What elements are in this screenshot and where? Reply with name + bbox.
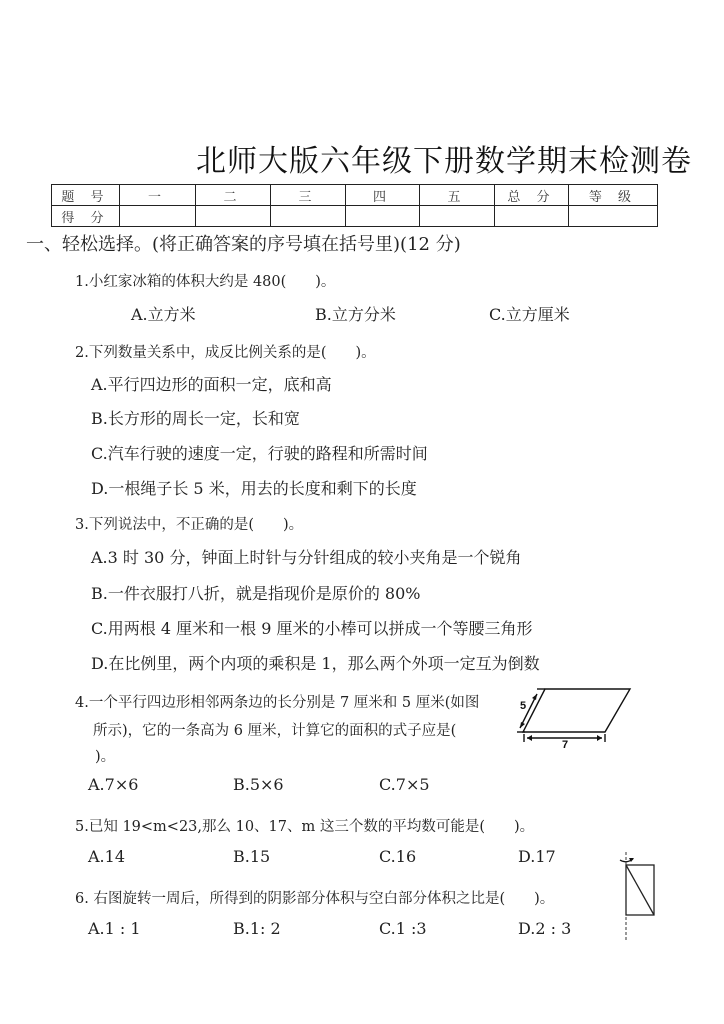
question-2-stem: 2.下列数量关系中，成反比例关系的是( )。 [75,345,376,361]
question-5-option-b[interactable]: B.15 [233,847,271,866]
question-1-option-c[interactable]: C.立方厘米 [489,305,570,324]
question-4-stem-line-2: 所示)，它的一条高为 6 厘米，计算它的面积的式子应是( [93,723,457,739]
header-cell-5: 五 [420,185,495,206]
score-row-label: 得 分 [52,206,120,227]
question-5-option-d[interactable]: D.17 [518,847,556,866]
page-title: 北师大版六年级下册数学期末检测卷 [196,144,692,179]
question-5-option-c[interactable]: C.16 [379,847,417,866]
score-table-score-row [52,206,658,227]
question-6-option-c[interactable]: C.1 :3 [379,919,427,938]
side-label: 5 [520,700,527,712]
score-cell-total[interactable] [495,206,569,227]
question-1-stem: 1.小红家冰箱的体积大约是 480( )。 [75,274,336,290]
question-4-stem-line-1: 4.一个平行四边形相邻两条边的长分别是 7 厘米和 5 厘米(如图 [75,695,480,711]
score-cell-5[interactable] [420,206,495,227]
question-1-option-b[interactable]: B.立方分米 [315,305,396,324]
question-3-option-d[interactable]: D.在比例里，两个内项的乘积是 1，那么两个外项一定互为倒数 [91,654,540,673]
header-cell-3: 三 [271,185,346,206]
score-cell-grade[interactable] [569,206,658,227]
score-table-header-row [52,185,658,206]
question-2-option-a[interactable]: A.平行四边形的面积一定，底和高 [91,375,332,394]
score-cell-2[interactable] [196,206,271,227]
score-cell-1[interactable] [120,206,196,227]
question-3-stem: 3.下列说法中，不正确的是( )。 [75,517,304,533]
question-3-option-a[interactable]: A.3 时 30 分，钟面上时针与分针组成的较小夹角是一个锐角 [91,548,522,567]
rectangle-with-diagonal [626,865,654,915]
score-cell-3[interactable] [271,206,346,227]
rotation-figure [615,850,665,945]
dimension-arrowheads [520,694,602,741]
question-4-option-b[interactable]: B.5×6 [233,775,284,794]
header-cell-grade: 等 级 [569,185,658,206]
parallelogram-figure [515,685,640,751]
header-cell-2: 二 [196,185,271,206]
question-5-option-a[interactable]: A.14 [88,847,125,866]
question-3-option-b[interactable]: B.一件衣服打八折，就是指现价是原价的 80% [91,584,421,603]
question-6-option-b[interactable]: B.1: 2 [233,919,281,938]
header-cell-question-no: 题 号 [52,185,120,206]
header-cell-total: 总 分 [495,185,569,206]
header-cell-1: 一 [120,185,196,206]
question-2-option-c[interactable]: C.汽车行驶的速度一定，行驶的路程和所需时间 [91,444,428,463]
question-4-option-a[interactable]: A.7×6 [88,775,139,794]
question-2-option-d[interactable]: D.一根绳子长 5 米，用去的长度和剩下的长度 [91,479,417,498]
score-table [51,184,658,227]
score-cell-4[interactable] [346,206,420,227]
question-1-option-a[interactable]: A.立方米 [131,305,196,324]
question-6-option-d[interactable]: D.2 : 3 [518,919,572,938]
base-label: 7 [562,739,569,751]
question-2-option-b[interactable]: B.长方形的周长一定，长和宽 [91,409,300,428]
question-5-stem: 5.已知 19<m<23,那么 10、17、m 这三个数的平均数可能是( )。 [75,819,535,835]
question-6-stem: 6. 右图旋转一周后，所得到的阴影部分体积与空白部分体积之比是( )。 [75,891,555,907]
section-heading: 一、轻松选择。(将正确答案的序号填在括号里)(12 分) [26,234,461,255]
question-4-stem-line-3: )。 [95,749,116,765]
question-3-option-c[interactable]: C.用两根 4 厘米和一根 9 厘米的小棒可以拼成一个等腰三角形 [91,619,533,638]
question-6-option-a[interactable]: A.1 : 1 [88,919,141,938]
header-cell-4: 四 [346,185,420,206]
question-4-option-c[interactable]: C.7×5 [379,775,430,794]
